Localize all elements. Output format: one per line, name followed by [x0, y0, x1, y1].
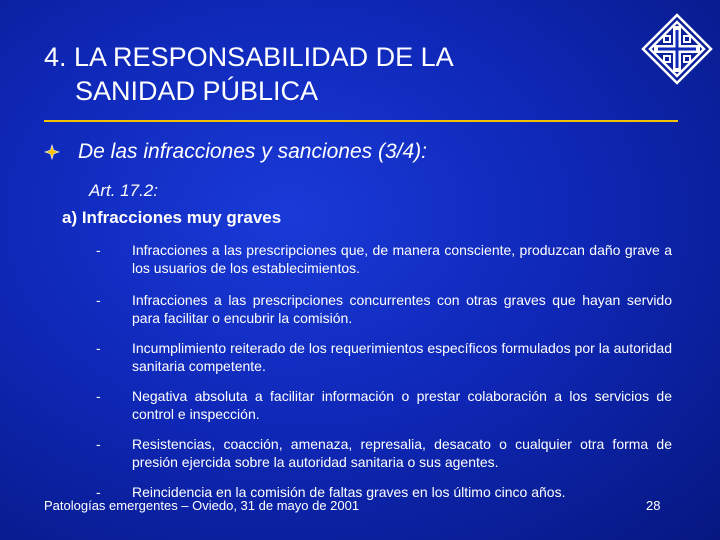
title-divider — [44, 120, 678, 122]
list-dash: - — [96, 484, 101, 500]
slide-title — [44, 40, 604, 108]
list-item — [96, 339, 672, 375]
list-item-text: Negativa absoluta a facilitar información o prestar colaboración a los servicios de control e inspección. — [132, 388, 672, 422]
page-number: 28 — [646, 498, 661, 513]
list-item-text: Resistencias, coacción, amenaza, represalia, desacato o cualquier otra forma de presión ejercida sobre la autoridad sanitaria o sus agentes. — [132, 436, 672, 470]
list-dash: - — [96, 436, 101, 452]
list-item — [96, 435, 672, 471]
list-item-text: Reincidencia en la comisión de faltas graves en los último cinco años. — [132, 484, 566, 500]
subheading: a) Infracciones muy graves — [62, 208, 282, 227]
list-item — [96, 387, 672, 423]
list-item — [96, 241, 672, 277]
footer-text: Patologías emergentes – Oviedo, 31 de mayo de 2001 — [44, 498, 360, 513]
list-dash: - — [96, 292, 101, 308]
list-item-text: Incumplimiento reiterado de los requerimientos específicos formulados por la autoridad sanitaria competente. — [132, 340, 672, 374]
list-item-text: Infracciones a las prescripciones que, de manera consciente, produzcan daño grave a los usuarios de los establecimientos. — [132, 242, 672, 276]
bullet-text: De las infracciones y sanciones (3/4): — [78, 140, 427, 163]
list-item-text: Infracciones a las prescripciones concurrentes con otras graves que hayan servido para facilitar o encubrir la comisión. — [132, 292, 672, 326]
bullet-row — [44, 140, 427, 164]
list-dash: - — [96, 388, 101, 404]
article-reference: Art. 17.2: — [89, 181, 158, 200]
diamond-cross-logo-icon — [640, 12, 714, 86]
title-line-1: 4. LA RESPONSABILIDAD DE LA — [44, 42, 454, 72]
star-bullet-icon — [44, 144, 60, 160]
list-dash: - — [96, 340, 101, 356]
list-item — [96, 291, 672, 327]
list-dash: - — [96, 242, 101, 258]
title-line-2: SANIDAD PÚBLICA — [75, 76, 319, 106]
